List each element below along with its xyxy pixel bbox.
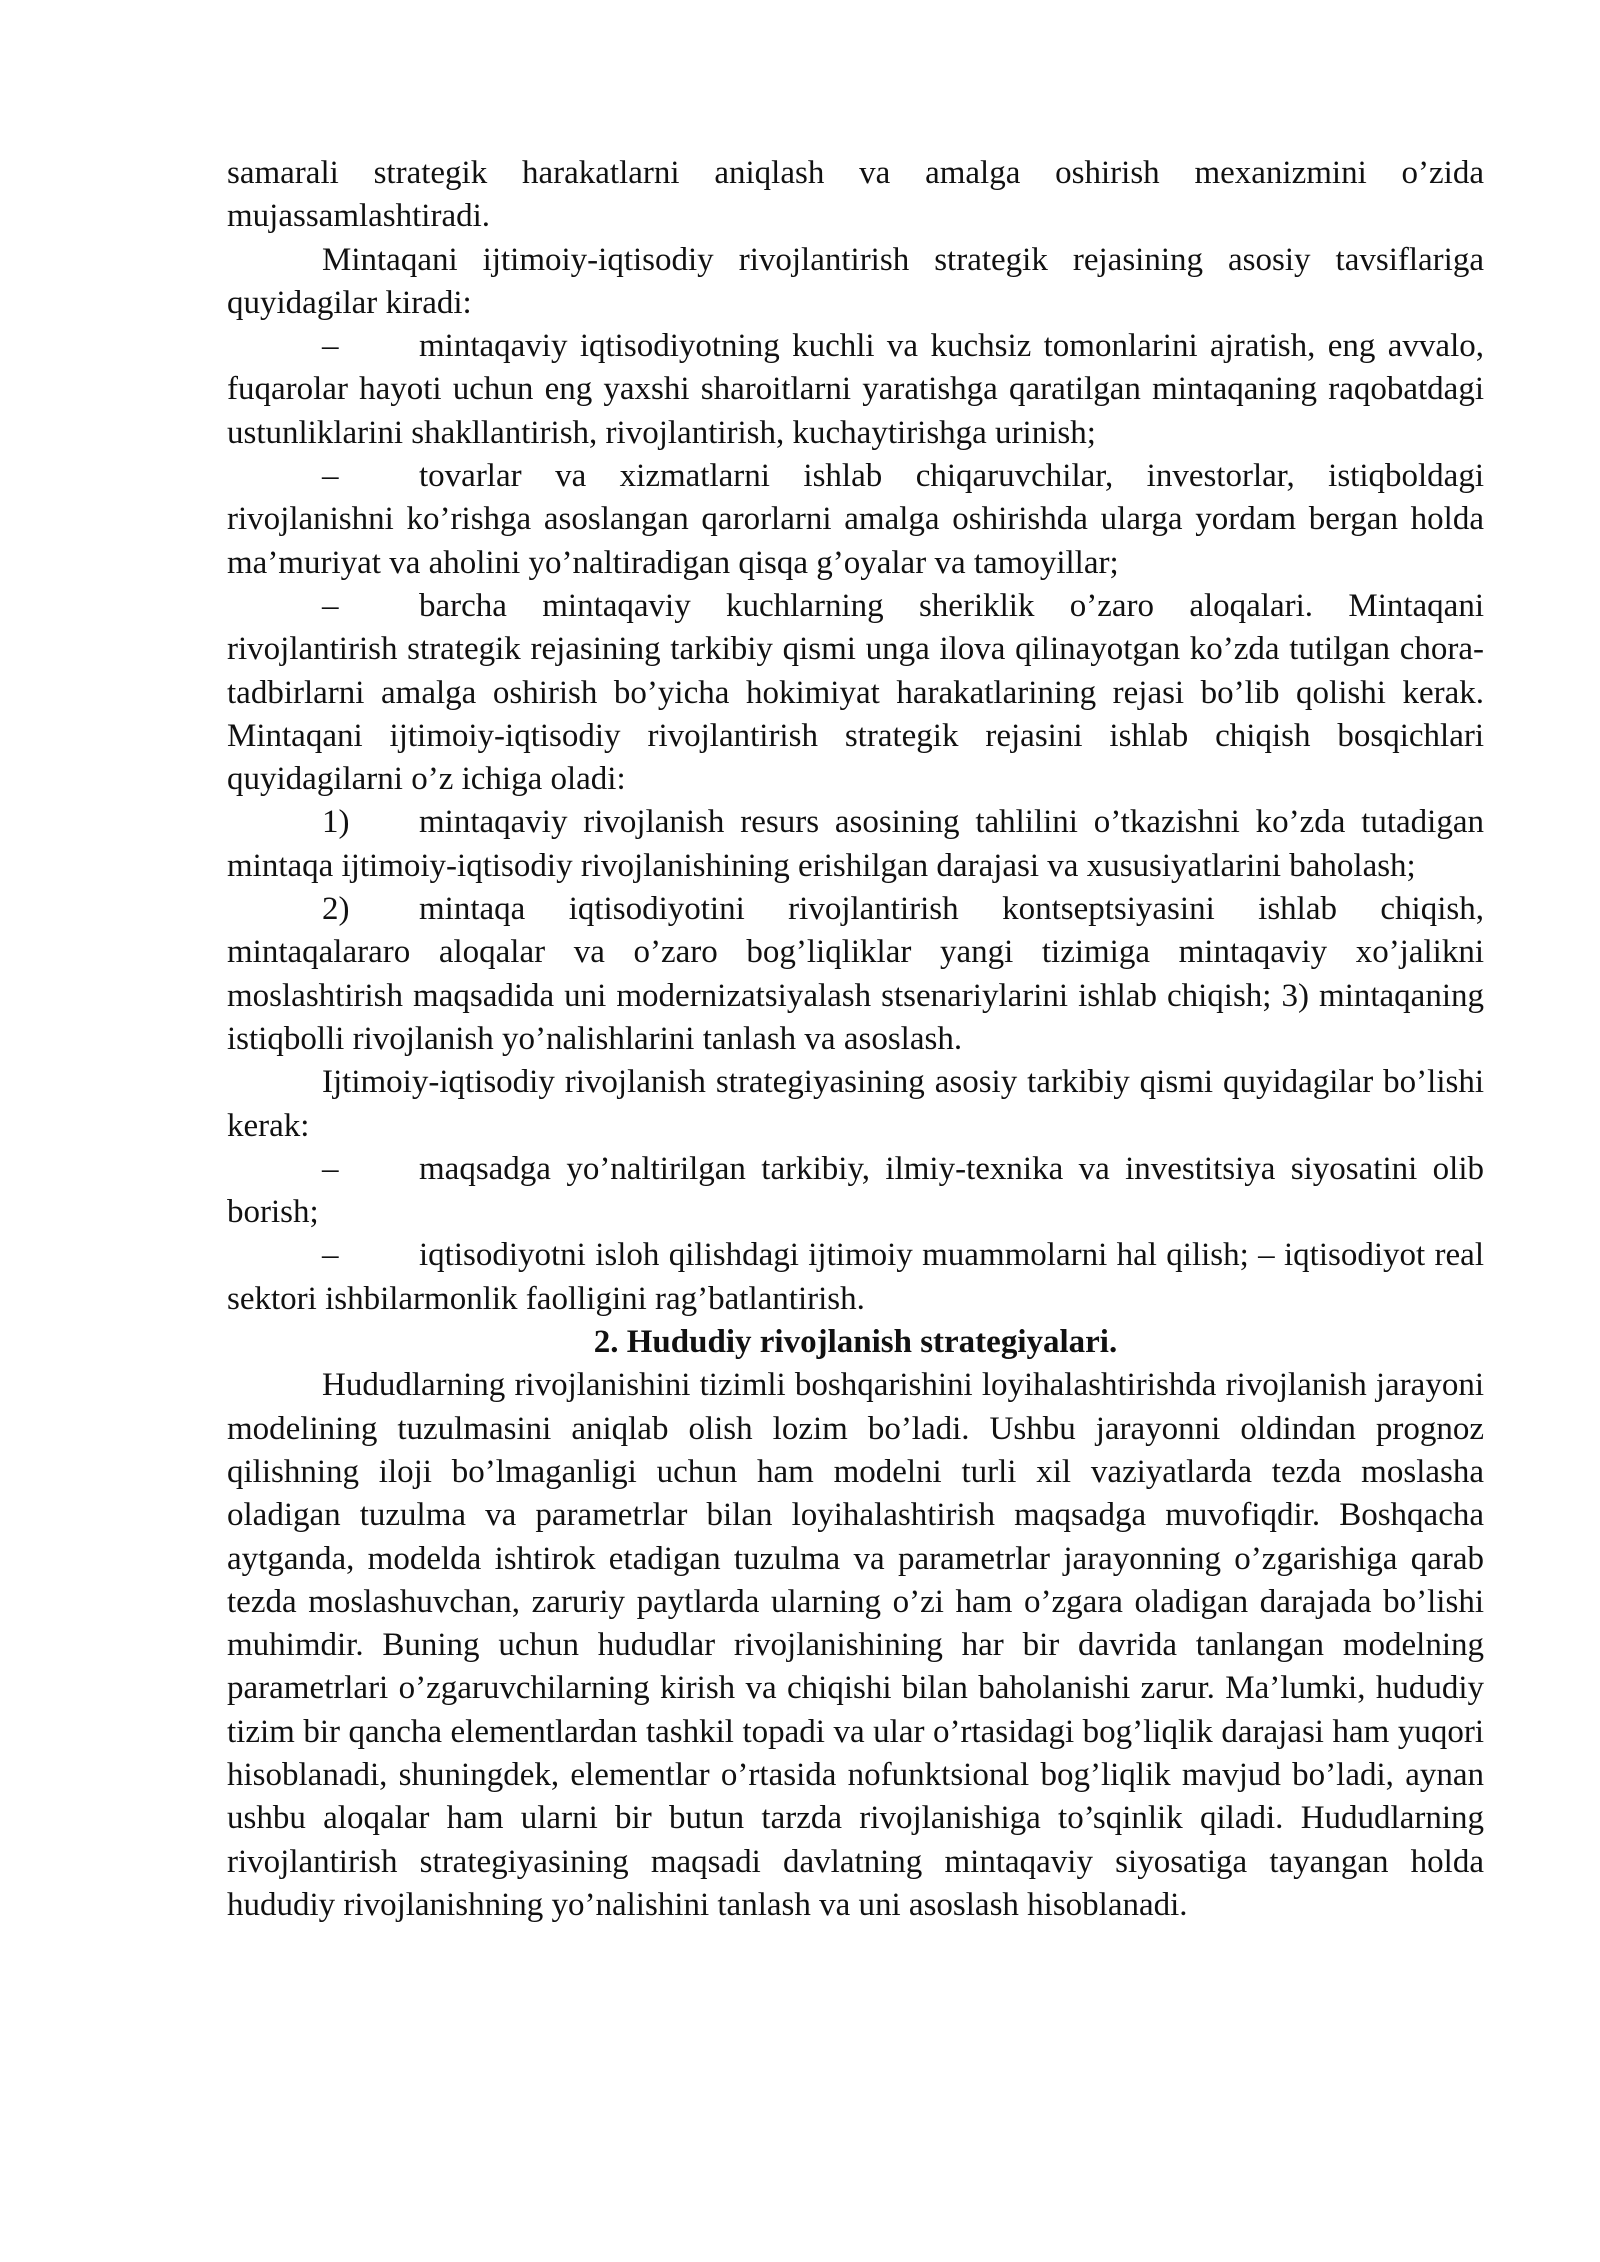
list-item (227, 325, 1484, 455)
list-item (227, 1148, 1484, 1235)
section-heading: 2. Hududiy rivojlanish strategiyalari. (593, 1324, 1118, 1361)
numbered-item (227, 888, 1484, 1061)
document-page (227, 152, 1484, 1927)
paragraph-3: Ijtimoiy-iqtisodiy rivojlanish strategiyasining asosiy tarkibiy qismi quyidagilar bo’lishi kerak: (227, 1064, 1484, 1144)
list-item-text: mintaqaviy rivojlanish resurs asosining tahlilini o’tkazishni ko’zda tutadigan mintaqa ijtimoiy-iqtisodiy rivojlanishining erishilgan darajasi va xususiyatlarini baholash; (227, 804, 1484, 884)
paragraph-2: Mintaqani ijtimoiy-iqtisodiy rivojlantirish strategik rejasining asosiy tavsiflariga quyidagilar kiradi: (227, 241, 1484, 321)
list-marker: 1) (322, 804, 350, 841)
list-marker: – (322, 458, 339, 495)
list-item-text: maqsadga yo’naltirilgan tarkibiy, ilmiy-texnika va investitsiya siyosatini olib borish; (227, 1150, 1484, 1231)
list-marker: – (322, 1237, 339, 1274)
list-marker: – (322, 587, 339, 624)
list-item-text: mintaqaviy iqtisodiyotning kuchli va kuchsiz tomonlarini ajratish, eng avvalo, fuqarolar hayoti uchun eng yaxshi sharoitlarni yaratishga qaratilgan mintaqaning raqobatdagi ustunliklarini shakllantirish, rivojlantirish, kuchaytirishga urinish; (227, 328, 1484, 451)
list-marker: – (322, 328, 339, 365)
numbered-item (227, 801, 1484, 888)
list-item-text: tovarlar va xizmatlarni ishlab chiqaruvchilar, investorlar, istiqboldagi rivojlanishni ko’rishga asoslangan qarorlarni amalga oshirishda ularga yordam bergan holda ma’muriyat va aholini yo’naltiradigan qisqa g’oyalar va tamoyillar; (227, 458, 1484, 581)
paragraph-1: samarali strategik harakatlarni aniqlash va amalga oshirish mexanizmini o’zida mujassamlashtiradi. (227, 155, 1484, 235)
list-item-text: mintaqa iqtisodiyotini rivojlantirish kontseptsiyasini ishlab chiqish, mintaqalararo aloqalar va o’zaro bog’liqliklar yangi tizimiga mintaqaviy xo’jalikni moslashtirish maqsadida uni modernizatsiyalash stsenariylarini ishlab chiqish; 3) mintaqaning istiqbolli rivojlanish yo’nalishlarini tanlash va asoslash. (227, 891, 1484, 1057)
list-item (227, 455, 1484, 585)
list-item-text: iqtisodiyotni isloh qilishdagi ijtimoiy muammolarni hal qilish; – iqtisodiyot real sektori ishbilarmonlik faolligini rag’batlantirish. (227, 1237, 1484, 1317)
paragraph-4: Hududlarning rivojlanishini tizimli boshqarishini loyihalashtirishda rivojlanish jarayoni modelining tuzulmasini aniqlab olish lozim bo’ladi. Ushbu jarayonni oldindan prognoz qilishning iloji bo’lmaganligi uchun ham modelni turli xil vaziyatlarda tezda moslasha oladigan tuzulma va parametrlar bilan loyihalashtirish maqsadga muvofiqdir. Boshqacha aytganda, modelda ishtirok etadigan tuzulma va parametrlar jarayonning o’zgarishiga qarab tezda moslashuvchan, zaruriy paytlarda ularning o’zi ham o’zgara oladigan darajada bo’lishi muhimdir. Buning uchun hududlar rivojlanishining har bir davrida tanlangan modelning parametrlari o’zgaruvchilarning kirish va chiqishi bilan baholanishi zarur. Ma’lumki, hududiy tizim bir qancha elementlardan tashkil topadi va ular o’rtasidagi bog’liqlik darajasi ham yuqori hisoblanadi, shuningdek, elementlar o’rtasida nofunktsional bog’liqlik mavjud bo’ladi, aynan ushbu aloqalar ham ularni bir butun tarzda rivojlanishiga to’sqinlik qiladi. Hududlarning rivojlantirish strategiyasining maqsadi davlatning mintaqaviy siyosatiga tayangan holda hududiy rivojlanishning yo’nalishini tanlash va uni asoslash hisoblanadi. (227, 1367, 1484, 1923)
list-item-text: barcha mintaqaviy kuchlarning sheriklik o’zaro aloqalari. Mintaqani rivojlantirish strategik rejasining tarkibiy qismi unga ilova qilinayotgan ko’zda tutilgan chora-tadbirlarni amalga oshirish bo’yicha hokimiyat harakatlarining rejasi bo’lib qolishi kerak. Mintaqani ijtimoiy-iqtisodiy rivojlantirish strategik rejasini ishlab chiqish bosqichlari quyidagilarni o’z ichiga oladi: (227, 587, 1484, 798)
list-item (227, 585, 1484, 801)
list-marker: – (322, 1150, 339, 1187)
list-marker: 2) (322, 891, 350, 928)
list-item (227, 1234, 1484, 1321)
